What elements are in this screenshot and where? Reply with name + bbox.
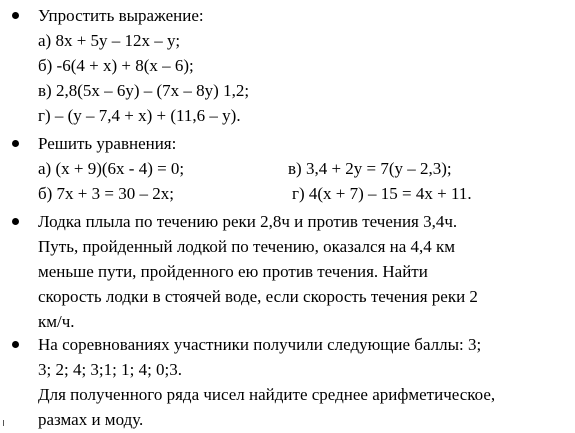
task-simplify-item-c: в) 2,8(5х – 6у) – (7х – 8у) 1,2; — [38, 81, 250, 100]
task-equations-item-g: г) 4(х + 7) – 15 = 4х + 11. — [292, 184, 472, 203]
task-stats-line-1: На соревнованиях участники получили следующие баллы: 3; — [38, 335, 482, 354]
task-equations-item-v: в) 3,4 + 2у = 7(у – 2,3); — [288, 159, 452, 178]
task-simplify-item-d: г) – (у – 7,4 + х) + (11,6 – у). — [38, 106, 241, 125]
task-stats-line-4: размах и моду. — [38, 410, 144, 429]
task-boat-line-2: Путь, пройденный лодкой по течению, оказался на 4,4 км — [38, 237, 456, 256]
bullet-icon — [12, 12, 19, 19]
task-stats-line-2: 3; 2; 4; 3;1; 1; 4; 0;3. — [38, 360, 183, 379]
task-boat-line-3: меньше пути, пройденного ею против течения. Найти — [38, 262, 428, 281]
task-simplify-item-a: а) 8х + 5у – 12х – у; — [38, 31, 181, 50]
task-equations-item-a: а) (х + 9)(6х - 4) = 0; — [38, 159, 185, 178]
task-boat-line-4: скорость лодки в стоячей воде, если скорость течения реки 2 — [38, 287, 478, 306]
bullet-icon — [12, 218, 19, 225]
task-equations-item-b: б) 7х + 3 = 30 – 2х; — [38, 184, 174, 203]
task-equations-title: Решить уравнения: — [38, 134, 177, 153]
task-simplify-item-b: б) -6(4 + х) + 8(х – 6); — [38, 56, 194, 75]
task-boat-line-1: Лодка плыла по течению реки 2,8ч и против течения 3,4ч. — [38, 212, 458, 231]
bullet-icon — [12, 140, 19, 147]
task-simplify-title: Упростить выражение: — [38, 6, 204, 25]
task-boat-line-5: км/ч. — [38, 312, 75, 331]
bullet-icon — [12, 341, 19, 348]
task-stats-line-3: Для полученного ряда чисел найдите среднее арифметическое, — [38, 385, 496, 404]
page-edge-mark — [3, 420, 4, 426]
